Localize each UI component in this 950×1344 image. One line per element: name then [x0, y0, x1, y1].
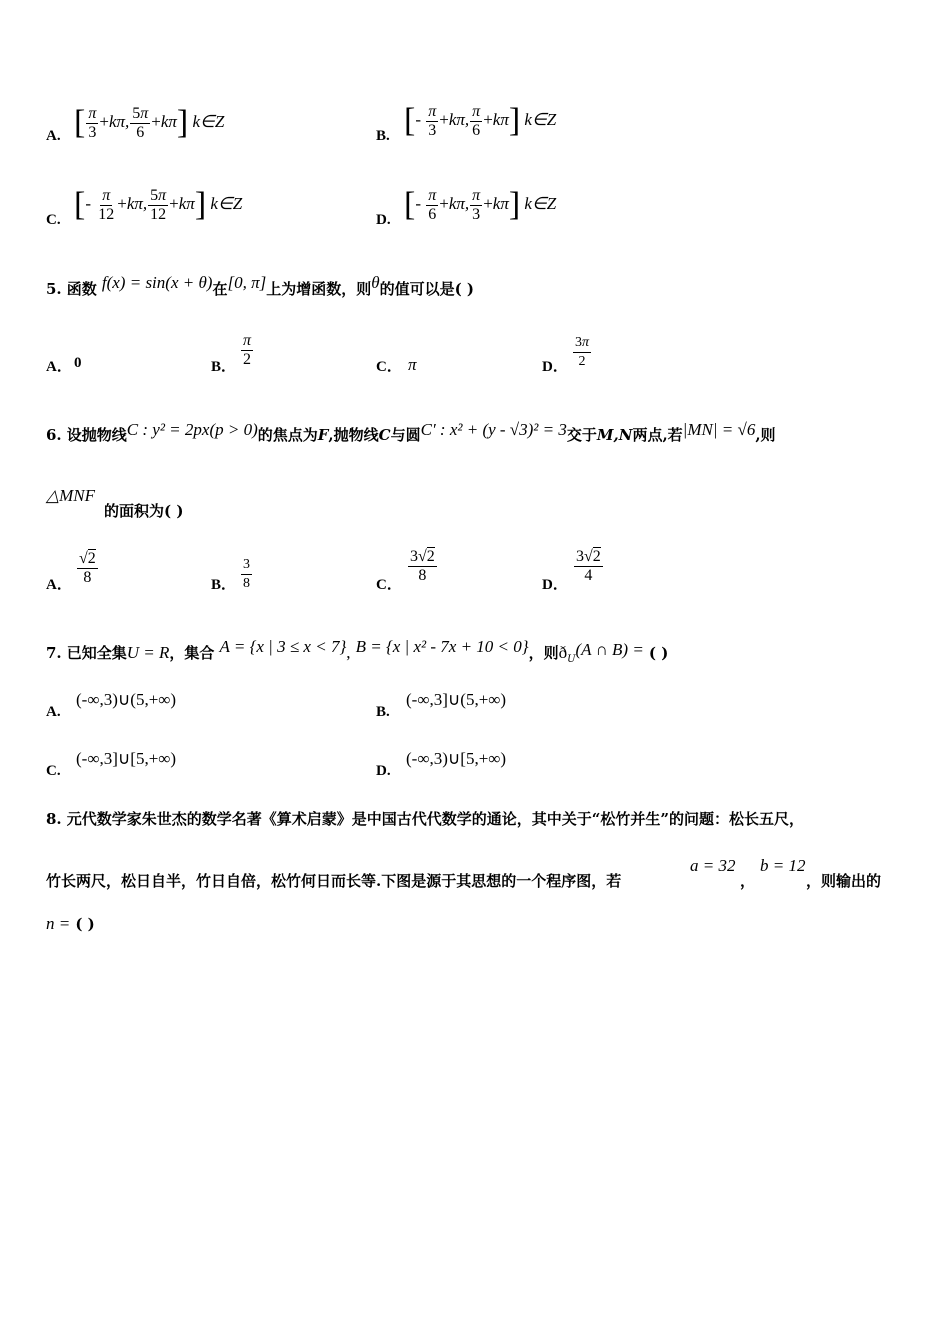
- question-7-stem: 7. 已知全集U = R，集合 A = {x | 3 ≤ x < 7}, B = {x | x² - 7x + 10 < 0}，则$ð_U(A$ ∩ B) = ( ): [46, 637, 669, 666]
- option-label: C.: [46, 212, 61, 228]
- option-label: A.: [46, 128, 61, 144]
- option-label: B.: [376, 128, 390, 144]
- question-8-line-1: 8. 元代数学家朱世杰的数学名著《算术启蒙》是中国古代代数学的通论，其中关于“松竹并生”的问题：松长五尺，: [46, 810, 805, 828]
- question-6-stem-cont: △MNF: [46, 486, 95, 505]
- q4-option-a-math: [ $\frac{\pi}{3}$ +kπ, $\frac{5\pi}{6}$ +kπ] k∈Z: [74, 104, 225, 141]
- question-5-stem: 5. 函数 f(x) = sin(x + θ)在[0, π]上为增函数，则θ的值可以是( ): [46, 273, 475, 298]
- question-number: 5.: [46, 280, 62, 298]
- question-8-line-3: n = ( ): [46, 914, 95, 933]
- q4-option-d-math: [- $\frac{\pi}{6}$ +kπ, $\frac{\pi}{3}$ +kπ] k∈Z: [404, 186, 557, 223]
- q4-option-c-math: [- $\frac{\pi}{12}$ +kπ, $\frac{5\pi}{12}$ +kπ] k∈Z: [74, 186, 243, 223]
- q4-option-b-math: [- $\frac{\pi}{3}$ +kπ, $\frac{\pi}{6}$ +kπ] k∈Z: [404, 102, 557, 139]
- frac-pi-over-2: $\frac{\pi}{2}$: [243, 332, 252, 368]
- question-8-line-2: 竹长两尺，松日自半，竹日自倍，松竹何日而长等.下图是源于其思想的一个程序图，若: [46, 872, 622, 890]
- option-label: D.: [376, 212, 391, 228]
- frac-3pi-over-2: $\frac{3\pi}{2}$: [575, 335, 590, 369]
- question-6-stem: 6. 设抛物线C : y² = 2px(p > 0)的焦点为F,抛物线C与圆C′ : x² + (y - √3)² = 3交于M,N两点,若|MN| = √6,则: [46, 420, 776, 444]
